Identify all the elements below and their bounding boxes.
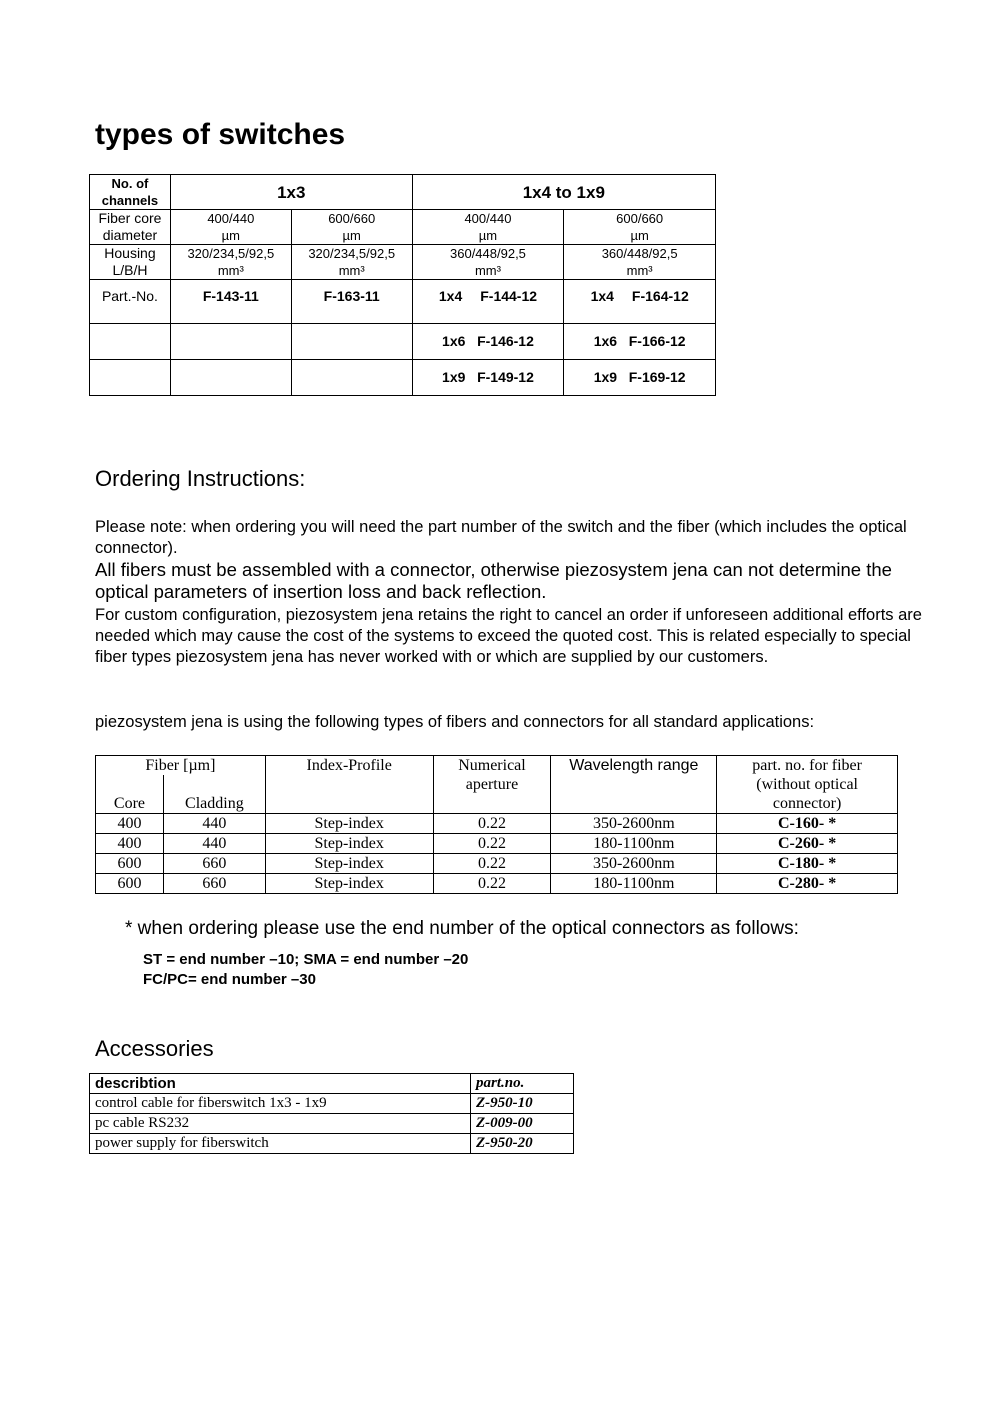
wavelength-header: Wavelength range — [551, 756, 717, 814]
part-cell: C-280- * — [717, 874, 898, 894]
housing-cell: 320/234,5/92,5 mm³ — [291, 245, 412, 280]
empty-cell — [291, 360, 412, 396]
table-row — [90, 245, 716, 280]
profile-cell: Step-index — [265, 854, 433, 874]
core-cell: 600 — [96, 854, 164, 874]
part-cell: C-180- * — [717, 854, 898, 874]
profile-cell: Step-index — [265, 814, 433, 834]
core-cell: 400/440 µm — [412, 210, 564, 245]
part-cell: Z-009-00 — [471, 1114, 574, 1134]
table-row — [90, 1074, 574, 1094]
empty-cell — [291, 324, 412, 360]
empty-cell — [170, 360, 291, 396]
empty-cell — [170, 324, 291, 360]
group-1x4-1x9-header: 1x4 to 1x9 — [412, 175, 715, 210]
part-cell: Z-950-10 — [471, 1094, 574, 1114]
fiber-table — [95, 755, 898, 894]
part-no-cell: 1x6 F-146-12 — [412, 324, 564, 360]
part-no-cell: 1x9 F-169-12 — [564, 360, 716, 396]
core-cell: 400/440 µm — [170, 210, 291, 245]
accessories-table — [89, 1073, 574, 1154]
table-row — [90, 1114, 574, 1134]
table-row — [90, 1094, 574, 1114]
housing-cell: 360/448/92,5 mm³ — [412, 245, 564, 280]
core-cell: 400 — [96, 814, 164, 834]
wavelength-cell: 350-2600nm — [551, 854, 717, 874]
fiber-core-label: Fiber core diameter — [90, 210, 171, 245]
aperture-cell: 0.22 — [433, 834, 551, 854]
housing-label: Housing L/B/H — [90, 245, 171, 280]
table-row — [90, 175, 716, 210]
table-row — [96, 874, 898, 894]
part-no-label: Part.-No. — [90, 280, 171, 324]
connector-note: * when ordering please use the end number of the optical connectors as follows: — [125, 918, 799, 939]
connector-codes-line-1: ST = end number –10; SMA = end number –20 — [143, 951, 469, 968]
index-profile-header: Index-Profile — [265, 756, 433, 814]
description-cell: power supply for fiberswitch — [90, 1134, 471, 1154]
cladding-cell: 440 — [163, 814, 265, 834]
table-row — [96, 814, 898, 834]
group-1x3-header: 1x3 — [170, 175, 412, 210]
table-row — [96, 834, 898, 854]
table-row — [96, 756, 898, 776]
table-row — [96, 854, 898, 874]
empty-cell — [90, 324, 171, 360]
part-no-cell: F-143-11 — [170, 280, 291, 324]
empty-cell — [90, 360, 171, 396]
part-no-cell: 1x4 F-144-12 — [412, 280, 564, 324]
ordering-paragraph-1: Please note: when ordering you will need the part number of the switch and the fiber (which includes the optical connector). — [95, 518, 907, 557]
table-row — [90, 324, 716, 360]
profile-cell: Step-index — [265, 834, 433, 854]
part-no-cell: F-163-11 — [291, 280, 412, 324]
channels-label: No. of channels — [90, 175, 171, 210]
description-cell: control cable for fiberswitch 1x3 - 1x9 — [90, 1094, 471, 1114]
part-no-cell: 1x6 F-166-12 — [564, 324, 716, 360]
core-cell: 400 — [96, 834, 164, 854]
table-row — [90, 1134, 574, 1154]
core-cell: 600/660 µm — [564, 210, 716, 245]
core-cell: 600/660 µm — [291, 210, 412, 245]
part-cell: C-160- * — [717, 814, 898, 834]
accessories-heading: Accessories — [95, 1036, 214, 1061]
cladding-cell: 660 — [163, 874, 265, 894]
core-cell: 600 — [96, 874, 164, 894]
part-cell: C-260- * — [717, 834, 898, 854]
wavelength-cell: 180-1100nm — [551, 874, 717, 894]
part-no-header: part.no. — [471, 1074, 574, 1094]
core-header: Core — [96, 775, 164, 814]
housing-cell: 360/448/92,5 mm³ — [564, 245, 716, 280]
table-row — [90, 280, 716, 324]
connector-codes-line-2: FC/PC= end number –30 — [143, 971, 316, 988]
table-row — [90, 210, 716, 245]
table-row — [90, 360, 716, 396]
ordering-paragraph-2: All fibers must be assembled with a connector, otherwise piezosystem jena can not determine the optical parameters of insertion loss and back reflection. — [95, 559, 892, 602]
ordering-paragraph-4: piezosystem jena is using the following types of fibers and connectors for all standard applications: — [95, 713, 815, 731]
switch-types-table — [89, 174, 716, 396]
cladding-cell: 440 — [163, 834, 265, 854]
wavelength-cell: 180-1100nm — [551, 834, 717, 854]
numerical-aperture-header: Numerical aperture — [433, 756, 551, 814]
cladding-header: Cladding — [163, 775, 265, 814]
part-cell: Z-950-20 — [471, 1134, 574, 1154]
description-cell: pc cable RS232 — [90, 1114, 471, 1134]
wavelength-cell: 350-2600nm — [551, 814, 717, 834]
ordering-paragraph-3: For custom configuration, piezosystem jena retains the right to cancel an order if unforeseen additional efforts are needed which may cause the cost of the systems to exceed the quoted cost. This is related especially to special fiber types piezosystem jena has never worked with or which are supplied by our customers. — [95, 606, 922, 666]
part-no-header: part. no. for fiber (without optical connector) — [717, 756, 898, 814]
aperture-cell: 0.22 — [433, 874, 551, 894]
description-header: describtion — [90, 1074, 471, 1094]
fiber-header: Fiber [µm] — [96, 756, 266, 776]
aperture-cell: 0.22 — [433, 814, 551, 834]
part-no-cell: 1x9 F-149-12 — [412, 360, 564, 396]
cladding-cell: 660 — [163, 854, 265, 874]
part-no-cell: 1x4 F-164-12 — [564, 280, 716, 324]
ordering-heading: Ordering Instructions: — [95, 466, 306, 491]
housing-cell: 320/234,5/92,5 mm³ — [170, 245, 291, 280]
profile-cell: Step-index — [265, 874, 433, 894]
page-title: types of switches — [95, 118, 346, 151]
aperture-cell: 0.22 — [433, 854, 551, 874]
